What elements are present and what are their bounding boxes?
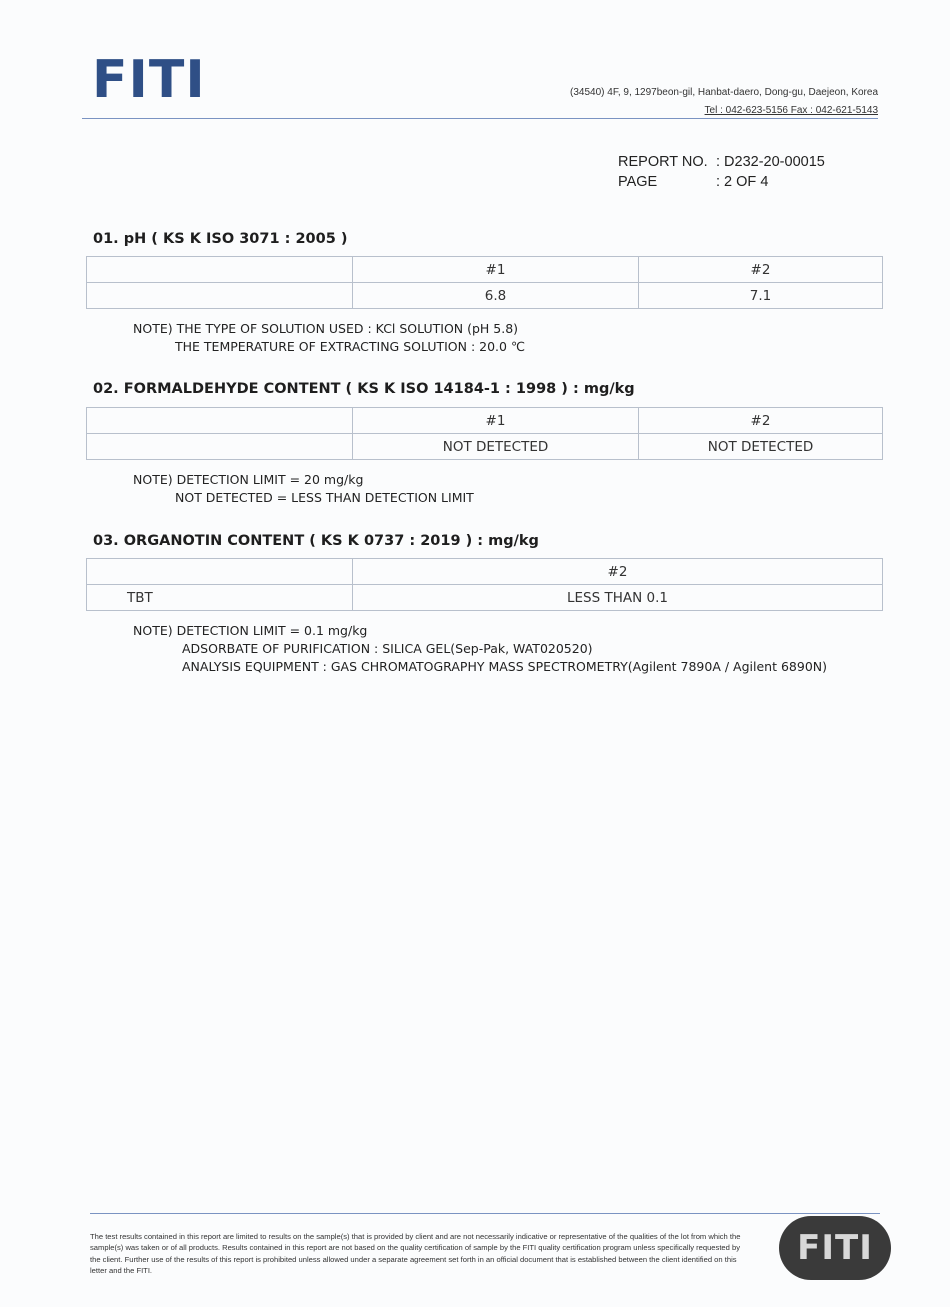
- note-line: NOT DETECTED = LESS THAN DETECTION LIMIT: [175, 490, 474, 505]
- note-line: THE TEMPERATURE OF EXTRACTING SOLUTION : 20.0 ℃: [175, 339, 525, 354]
- table-row: [87, 434, 883, 460]
- section-title-ph: 01. pH ( KS K ISO 3071 : 2005 ): [93, 231, 348, 247]
- company-address: (34540) 4F, 9, 1297beon-gil, Hanbat-daero, Dong-gu, Daejeon, Korea: [570, 87, 878, 98]
- note-line: NOTE) DETECTION LIMIT = 0.1 mg/kg: [133, 623, 368, 638]
- table-cell: #1: [353, 408, 639, 434]
- organotin-table: [86, 558, 883, 611]
- note-line: ANALYSIS EQUIPMENT : GAS CHROMATOGRAPHY MASS SPECTROMETRY(Agilent 7890A / Agilent 6890N): [182, 659, 828, 674]
- note-line: NOTE) THE TYPE OF SOLUTION USED : KCl SOLUTION (pH 5.8): [133, 321, 519, 336]
- seal-text: FITI: [797, 1228, 873, 1268]
- section-title-organotin: 03. ORGANOTIN CONTENT ( KS K 0737 : 2019 ) : mg/kg: [93, 533, 539, 549]
- table-cell: [87, 283, 353, 309]
- page-value: : 2 OF 4: [716, 174, 769, 190]
- formaldehyde-table: [86, 407, 883, 460]
- table-cell: NOT DETECTED: [353, 434, 639, 460]
- table-cell: NOT DETECTED: [639, 434, 883, 460]
- table-cell: TBT: [87, 585, 353, 611]
- table-cell: #1: [353, 257, 639, 283]
- report-no-label: REPORT NO.: [618, 154, 708, 170]
- table-header-row: [87, 257, 883, 283]
- table-header-row: [87, 559, 883, 585]
- table-cell: #2: [639, 408, 883, 434]
- table-cell: [87, 257, 353, 283]
- section-title-formaldehyde: 02. FORMALDEHYDE CONTENT ( KS K ISO 14184-1 : 1998 ) : mg/kg: [93, 381, 635, 397]
- table-cell: LESS THAN 0.1: [353, 585, 883, 611]
- logo-text: FITI: [92, 50, 206, 110]
- company-tel-fax: Tel : 042-623-5156 Fax : 042-621-5143: [704, 105, 878, 116]
- table-cell: [87, 408, 353, 434]
- report-info: [618, 152, 825, 192]
- report-no-value: : D232-20-00015: [716, 154, 825, 170]
- page-label: PAGE: [618, 174, 658, 190]
- fiti-seal-logo: [779, 1216, 891, 1280]
- table-header-row: [87, 408, 883, 434]
- table-row: [87, 283, 883, 309]
- table-cell: 6.8: [353, 283, 639, 309]
- table-row: [87, 585, 883, 611]
- footer-disclaimer: The test results contained in this report are limited to results on the sample(s) that is provided by client and are not necessarily indicative or representative of the qualities of the lot from which the sample(s) was taken or of all products. Results contained in this report are not based on the quality certification of sample by the FITI quality certification program unless specifically requested by the client. Further use of the results of this report is prohibited unless allowed under a separate agreement set forth in an official document that is established between the client identified on this letter and the FITI.: [90, 1232, 741, 1276]
- footer-divider: [90, 1213, 880, 1214]
- header-divider: [82, 118, 878, 119]
- note-line: NOTE) DETECTION LIMIT = 20 mg/kg: [133, 472, 364, 487]
- table-cell: #2: [353, 559, 883, 585]
- table-cell: [87, 559, 353, 585]
- table-cell: [87, 434, 353, 460]
- note-line: ADSORBATE OF PURIFICATION : SILICA GEL(Sep-Pak, WAT020520): [182, 641, 593, 656]
- table-cell: 7.1: [639, 283, 883, 309]
- fiti-logo: [92, 52, 232, 108]
- ph-table: [86, 256, 883, 309]
- table-cell: #2: [639, 257, 883, 283]
